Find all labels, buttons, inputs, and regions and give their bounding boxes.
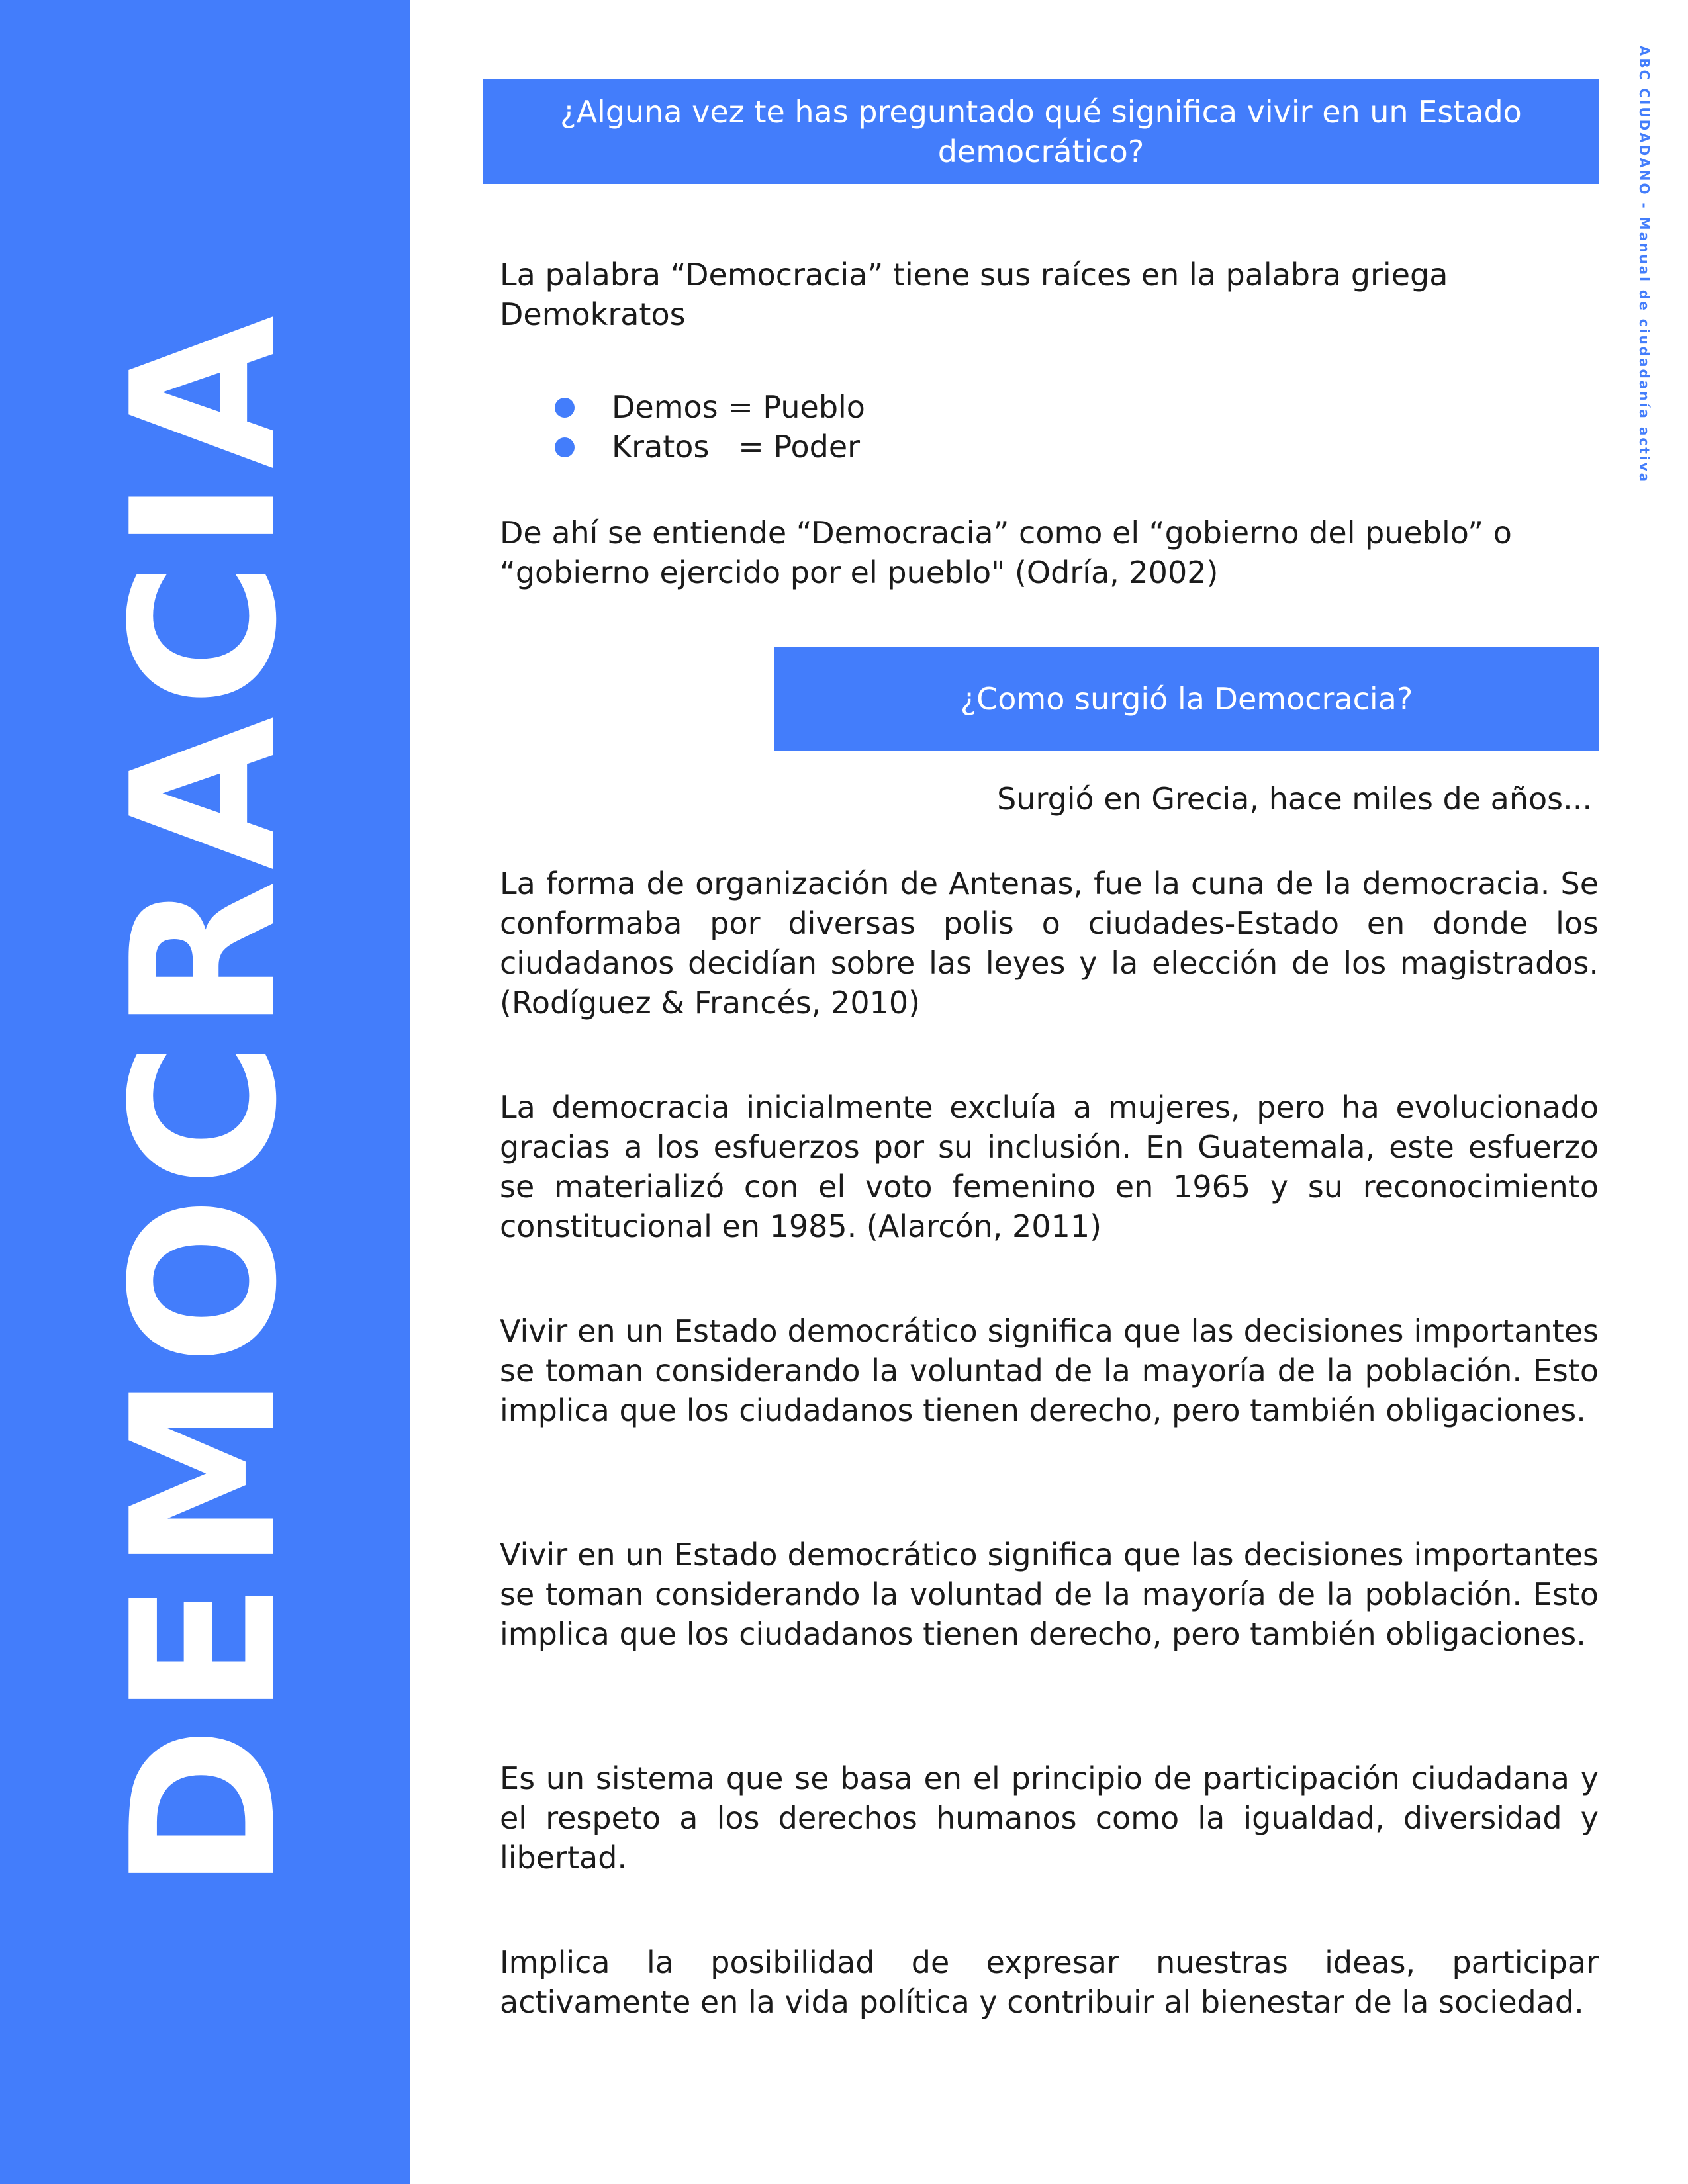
etymology-list [555,387,865,467]
paragraph-participation: Es un sistema que se basa en el principio de participación ciudadana y el respeto a los derechos humanos como la igualdad, diversidad y libertad. [500,1760,1599,1876]
origin-banner [774,647,1599,751]
paragraph-democratic-state-repeat: Vivir en un Estado democrático significa que las decisiones importantes se toman considerando la voluntad de la mayoría de la población. Esto implica que los ciudadanos tienen derecho, pero también obligaciones. [500,1537,1599,1652]
list-item [555,387,865,427]
paragraph-democratic-state: Vivir en un Estado democrático significa que las decisiones importantes se toman considerando la voluntad de la mayoría de la población. Esto implica que los ciudadanos tienen derecho, pero también obligaciones. [500,1313,1599,1428]
origin-banner-text: ¿Como surgió la Democracia? [960,681,1413,717]
list-item-text: Demos = Pueblo [612,389,865,425]
paragraph-inclusion: La democracia inicialmente excluía a mujeres, pero ha evolucionado gracias a los esfuerzos por su inclusión. En Guatemala, este esfuerzo se materializó con el voto femenino en 1965 y su reconocimiento constitucional en 1985. (Alarcón, 2011) [500,1089,1599,1244]
origin-line: Surgió en Grecia, hace miles de años... [997,781,1592,817]
list-item [555,427,865,467]
header-tag: ABC CIUDADANO - Manual de ciudadanía activa [1636,45,1652,484]
question-banner-text: ¿Alguna vez te has preguntado qué significa vivir en un Estado democrático? [560,94,1522,169]
question-banner [483,79,1599,184]
paragraph-expression: Implica la posibilidad de expresar nuestras ideas, participar activamente en la vida política y contribuir al bienestar de la sociedad. [500,1944,1599,2020]
list-item-text: Kratos = Poder [612,429,861,465]
paragraph-athens: La forma de organización de Antenas, fue la cuna de la democracia. Se conformaba por diversas polis o ciudades-Estado en donde los ciudadanos decidían sobre las leyes y la elección de los magistrados. (Rodíguez & Francés, 2010) [500,866,1599,1021]
sidebar-title: DEMOCRACIA [89,306,320,1891]
sidebar [0,0,410,2184]
bullet-dot-icon [555,437,575,457]
intro-paragraph: La palabra “Democracia” tiene sus raíces en la palabra griega Demokratos [500,257,1448,332]
definition-paragraph: De ahí se entiende “Democracia” como el “gobierno del pueblo” o “gobierno ejercido por el pueblo" (Odría, 2002) [500,515,1512,590]
bullet-dot-icon [555,398,575,418]
